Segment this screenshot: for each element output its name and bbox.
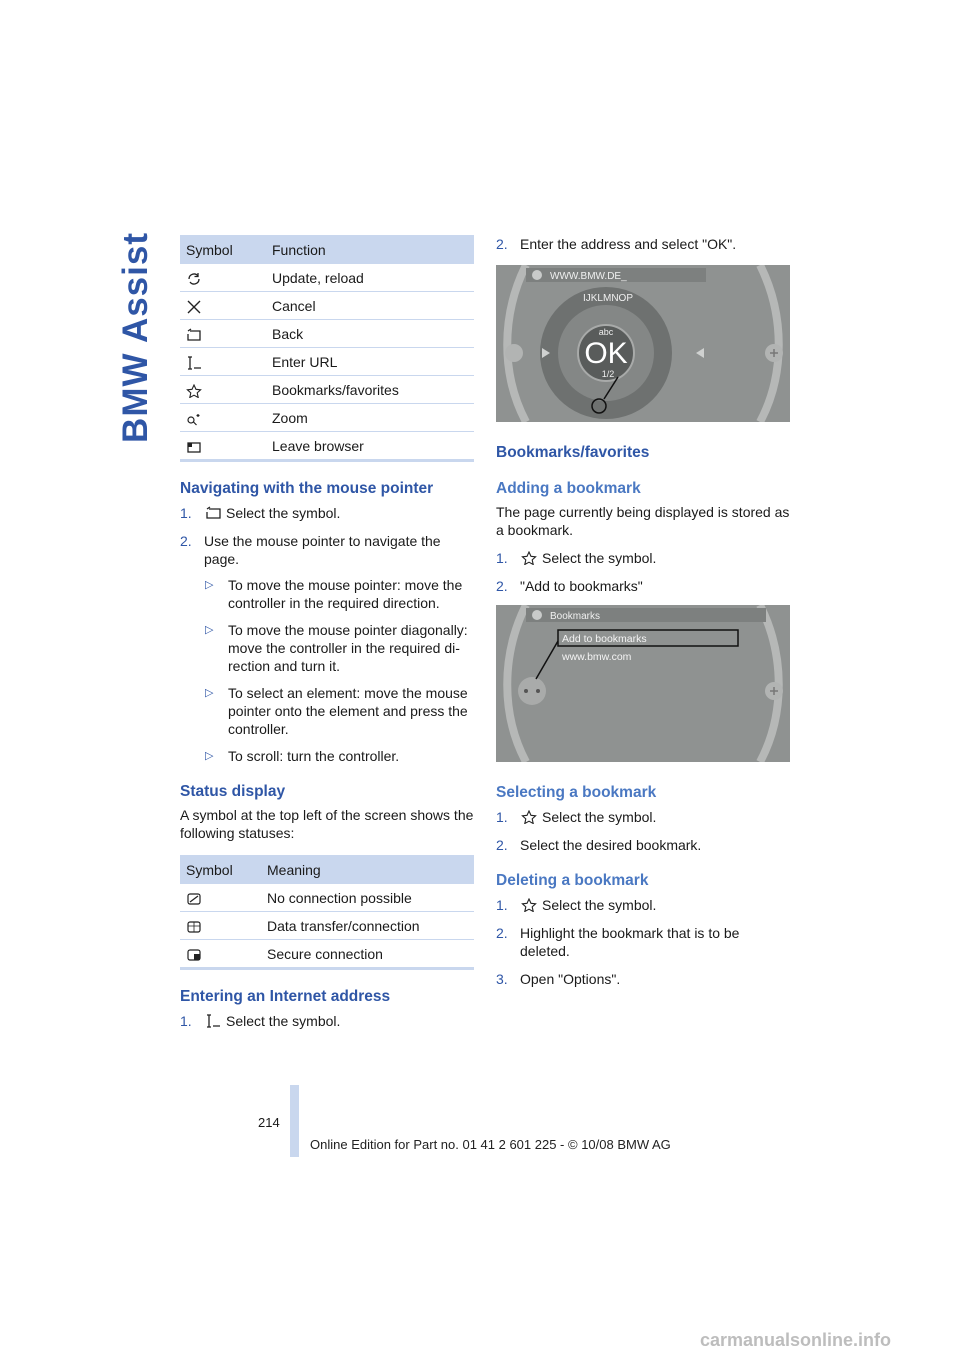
table-row [180,320,474,348]
data-transfer-icon [186,920,202,934]
select-bookmark-heading: Selecting a bookmark [496,784,657,801]
speller-url: WWW.BMW.DE_ [550,271,627,282]
secure-connection-icon [186,948,202,962]
add-bookmark-heading: Adding a bookmark [496,480,641,497]
no-connection-icon [186,892,202,906]
leave-browser-icon [186,440,202,454]
speller-mode: abc [598,327,614,337]
nav-bullet: ▷ To scroll: turn the controller. [205,748,400,764]
table-row [180,348,474,376]
nav-heading: Navigating with the mouse pointer [180,480,434,497]
star-icon [520,551,538,565]
function-label: Cancel [266,292,474,320]
add-bookmark-intro: The page currently being displayed is stored as a bookmark. [496,504,790,538]
status-label: Secure connection [261,940,474,969]
enter-url-icon [204,1014,222,1028]
status-table [180,855,474,970]
delete-bookmark-heading: Deleting a bookmark [496,872,649,889]
side-title: BMW Assist [116,232,155,443]
table-row [180,292,474,320]
screenshot-speller [496,265,790,422]
bookmarks-heading: Bookmarks/favorites [496,444,650,461]
table-row [180,912,474,940]
table-header-meaning: Meaning [261,855,474,884]
screenshot-bookmarks [496,605,790,762]
cancel-icon [186,300,202,314]
page-number: 214 [258,1115,280,1130]
nav-step-1: 1. Select the symbol. [180,505,341,521]
edition-text: Online Edition for Part no. 01 41 2 601 225 - © 10/08 BMW AG [310,1137,671,1152]
speller-letters: IJKLMNOP [582,293,634,304]
status-label: No connection possible [261,884,474,912]
table-header-symbol: Symbol [180,855,261,884]
watermark: carmanualsonline.info [700,1330,892,1350]
table-header-function: Function [266,235,474,264]
star-icon [186,384,202,398]
select-step-2: 2. Select the desired bookmark. [496,837,702,853]
footer-bar [290,1085,299,1157]
speller-ok: OK [584,337,628,370]
enter-step-2: 2. Enter the address and select "OK". [496,236,737,252]
status-label: Data transfer/connection [261,912,474,940]
add-step-1: 1. Select the symbol. [496,550,657,566]
delete-step-2: 2. Highlight the bookmark that is to be deleted. [496,925,740,959]
enter-heading: Entering an Internet address [180,988,391,1005]
zoom-icon [186,412,202,426]
table-row [180,264,474,292]
function-label: Zoom [266,404,474,432]
status-intro: A symbol at the top left of the screen shows the following statuses: [180,807,474,841]
table-row [180,884,474,912]
reload-icon [186,272,202,286]
function-label: Update, reload [266,264,474,292]
nav-step-2: 2. Use the mouse pointer to navigate the page. [180,533,441,567]
back-icon [186,328,202,342]
nav-bullet: ▷ To move the mouse pointer diagonally: move the controller in the required di-rection and turn it. [205,622,468,674]
function-label: Bookmarks/favorites [266,376,474,404]
function-table [180,235,474,462]
left-column [180,235,474,1030]
status-heading: Status display [180,783,286,800]
star-icon [520,810,538,824]
table-row [180,432,474,461]
right-column [496,235,790,988]
table-header-symbol: Symbol [180,235,266,264]
delete-step-1: 1. Select the symbol. [496,897,657,913]
table-row [180,940,474,969]
nav-bullet: ▷ To select an element: move the mouse pointer onto the element and press the controller. [205,685,468,737]
enter-step-1: 1. Select the symbol. [180,1013,341,1029]
star-icon [520,898,538,912]
bookmark-item: www.bmw.com [562,651,632,663]
add-to-bookmarks-item: Add to bookmarks [562,633,647,645]
delete-step-3: 3. Open "Options". [496,971,621,987]
bookmarks-title: Bookmarks [550,611,601,622]
select-step-1: 1. Select the symbol. [496,809,657,825]
speller-page: 1/2 [601,369,615,379]
nav-bullet: ▷ To move the mouse pointer: move the controller in the required direction. [205,577,463,611]
table-row [180,404,474,432]
enter-url-icon [186,356,202,370]
function-label: Enter URL [266,348,474,376]
function-label: Back [266,320,474,348]
add-step-2: 2. "Add to bookmarks" [496,578,643,594]
table-row [180,376,474,404]
function-label: Leave browser [266,432,474,461]
mouse-pointer-icon [204,506,222,520]
